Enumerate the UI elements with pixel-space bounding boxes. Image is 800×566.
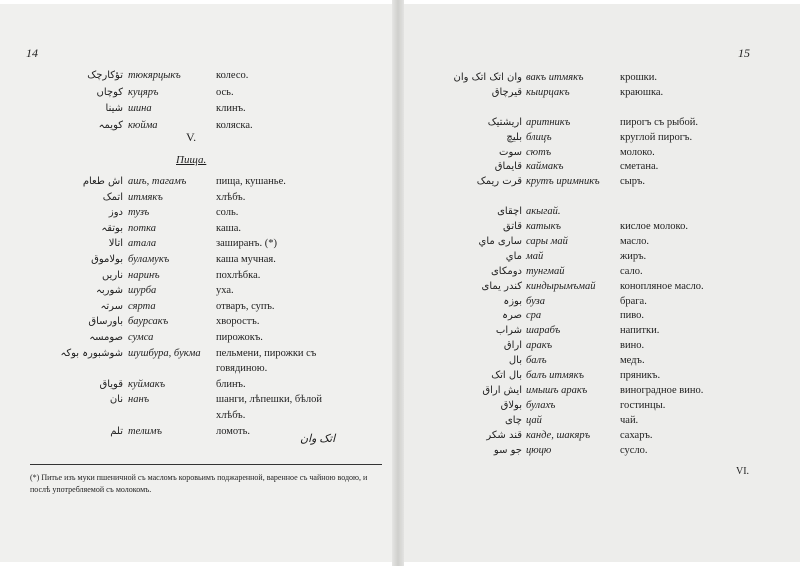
arabic-script-word: قند شکر — [486, 429, 522, 441]
page-number: 15 — [738, 46, 750, 60]
russian-translation: каша. — [216, 222, 241, 234]
russian-translation: похлѣбка. — [216, 269, 261, 281]
transliteration: тюкярцыкъ — [128, 70, 181, 81]
russian-translation: виноградное вино. — [620, 384, 704, 396]
transliteration: киндырымъмай — [526, 280, 596, 292]
transliteration: канде, шакяръ — [526, 429, 591, 441]
transliteration: сары май — [526, 235, 568, 247]
transliteration: акыгай. — [526, 206, 561, 218]
arabic-script-word: صومسہ — [89, 332, 123, 343]
transliteration: тунгмай — [526, 265, 565, 277]
arabic-script-word: بوزہ — [503, 295, 522, 307]
russian-translation: пряникъ. — [620, 370, 661, 381]
russian-translation: пирожокъ. — [216, 332, 263, 343]
arabic-script-word: باورساق — [88, 316, 123, 328]
arabic-script-word: تؤکارچک — [87, 70, 123, 81]
russian-translation: сусло. — [620, 444, 648, 456]
word-entry — [0, 70, 398, 88]
transliteration: сютъ — [526, 146, 552, 158]
transliteration: имышъ аракъ — [526, 384, 588, 396]
arabic-script-word: بلیچ — [506, 131, 522, 143]
word-entry — [0, 103, 398, 121]
arabic-script-word: اتالا — [108, 238, 123, 250]
arabic-script-word: سوت — [499, 146, 522, 158]
russian-translation: соль. — [216, 207, 239, 219]
arabic-script-word: چای — [504, 414, 522, 426]
russian-translation: напитки. — [620, 325, 660, 337]
russian-translation: пирогъ съ рыбой. — [620, 116, 698, 128]
transliteration: сумса — [128, 332, 154, 343]
russian-translation: блинъ. — [216, 378, 246, 390]
russian-translation: говядиною. — [216, 363, 268, 375]
transliteration: потка — [128, 222, 156, 234]
next-section-numeral: VI. — [736, 466, 750, 477]
russian-translation: пельмени, пирожки съ — [216, 347, 317, 359]
russian-translation: брага. — [620, 295, 647, 307]
russian-translation: конопляное масло. — [620, 280, 704, 292]
transliteration: куймакъ — [128, 378, 166, 390]
arabic-script-word: تلم — [110, 425, 123, 437]
word-entry — [0, 87, 398, 105]
arabic-script-word: بال — [508, 355, 522, 367]
russian-translation: краюшка. — [620, 86, 664, 98]
transliteration: куцяръ — [128, 86, 159, 98]
transliteration: май — [526, 250, 544, 262]
russian-translation: масло. — [620, 235, 650, 247]
transliteration: шина — [128, 103, 152, 114]
russian-translation: сахаръ. — [620, 429, 653, 441]
arabic-script-word: نان — [109, 394, 123, 406]
russian-translation: колесо. — [216, 70, 249, 81]
transliteration: баурсакъ — [128, 316, 169, 328]
arabic-script-word: ماي — [505, 250, 522, 262]
arabic-script-word: صرہ — [502, 310, 522, 322]
arabic-script-word: قرت ریمک — [476, 176, 522, 188]
russian-translation: уха. — [216, 285, 234, 297]
russian-translation: чай. — [620, 414, 639, 426]
transliteration: кыирцакъ — [526, 86, 570, 98]
transliteration: буза — [526, 295, 546, 307]
arabic-script-word: قایماق — [494, 161, 522, 173]
word-entry — [398, 445, 800, 463]
russian-translation: клинъ. — [216, 103, 246, 114]
transliteration: цюцю — [526, 444, 552, 456]
russian-translation: ось. — [216, 86, 234, 98]
transliteration: телимъ — [128, 425, 162, 437]
arabic-script-word: وان اتک اتک وان — [453, 72, 522, 83]
arabic-script-word: بال اتک — [491, 370, 522, 381]
section-numeral: V. — [186, 130, 197, 144]
transliteration: итмякъ — [128, 191, 163, 203]
russian-translation: молоко. — [620, 146, 655, 158]
transliteration: атала — [128, 238, 157, 250]
russian-translation: пиво. — [620, 310, 644, 322]
word-entry — [0, 120, 398, 138]
arabic-script-word: قیرچاق — [491, 86, 522, 98]
transliteration: шушбура, букма — [128, 347, 201, 359]
arabic-script-word: کوچاں — [96, 86, 123, 98]
arabic-script-word: قویاق — [99, 378, 123, 390]
russian-translation: хлѣбъ. — [216, 410, 246, 421]
transliteration: ашъ, тагамъ — [128, 176, 187, 187]
transliteration: сярта — [128, 300, 156, 312]
russian-translation: вино. — [620, 340, 645, 352]
transliteration: сра — [526, 310, 542, 322]
transliteration: булахъ — [526, 399, 556, 411]
arabic-script-word: سرتہ — [100, 300, 123, 312]
right-page — [398, 4, 800, 562]
transliteration: каймакъ — [526, 161, 564, 173]
russian-translation: жиръ. — [620, 250, 647, 262]
russian-translation: круглой пирогъ. — [620, 131, 693, 143]
arabic-script-word: شوربہ — [95, 285, 123, 297]
arabic-script-word: دوز — [108, 207, 123, 219]
transliteration: крутъ иримникъ — [526, 176, 600, 188]
russian-translation: шанги, лѣпешки, бѣлой — [216, 394, 322, 406]
transliteration: шурба — [128, 285, 157, 297]
russian-translation: хлѣбъ. — [216, 191, 246, 203]
russian-translation: сало. — [620, 265, 643, 277]
section-title: Пища. — [176, 154, 207, 166]
page-number: 14 — [26, 46, 38, 60]
transliteration: кюйма — [128, 119, 158, 131]
russian-translation: ломоть. — [216, 425, 251, 437]
russian-translation: отваръ, супъ. — [216, 300, 275, 312]
left-page — [0, 4, 398, 562]
arabic-script-word: شراب — [495, 325, 522, 337]
arabic-script-word: کندر یمای — [481, 280, 522, 292]
arabic-script-word: اتمک — [102, 191, 123, 203]
book-gutter — [392, 0, 404, 566]
transliteration: балъ итмякъ — [526, 370, 584, 381]
russian-translation: гостинцы. — [620, 399, 666, 411]
arabic-script-word: کویمہ — [98, 119, 123, 131]
transliteration: аритникъ — [526, 116, 571, 128]
transliteration: нанъ — [128, 394, 150, 406]
russian-translation: сметана. — [620, 161, 659, 173]
arabic-script-word: اراق — [503, 340, 522, 352]
footnote: (*) Питье изъ муки пшеничной съ масломъ коровьимъ поджаренной, варенное съ чайною водою, и послѣ употребляемой съ молокомъ. — [30, 473, 368, 494]
russian-translation: каша мучная. — [216, 254, 276, 265]
transliteration: блицъ — [526, 131, 552, 143]
russian-translation: сыръ. — [620, 176, 646, 188]
russian-translation: пища, кушанье. — [216, 176, 286, 187]
transliteration: шарабъ — [526, 325, 561, 337]
arabic-script-word: دومکای — [490, 265, 522, 277]
catchword: اتک وان — [300, 433, 336, 445]
transliteration: аракъ — [526, 340, 553, 352]
arabic-script-word: ایش اراق — [482, 384, 522, 396]
russian-translation: коляска. — [216, 119, 253, 131]
transliteration: наринъ — [128, 269, 160, 281]
transliteration: тузъ — [128, 207, 150, 219]
arabic-script-word: بولاق — [500, 399, 522, 411]
russian-translation: медъ. — [620, 355, 645, 367]
arabic-script-word: اچقای — [497, 206, 522, 218]
arabic-script-word: جو سو — [493, 444, 522, 456]
transliteration: вакъ итмякъ — [526, 72, 584, 83]
russian-translation: хворостъ. — [216, 316, 260, 328]
transliteration: катыкъ — [526, 221, 561, 232]
arabic-script-word: اریشتیک — [487, 116, 522, 128]
arabic-script-word: شوشبورہ بوکہ — [60, 347, 123, 359]
russian-translation: крошки. — [620, 72, 658, 83]
transliteration: балъ — [526, 355, 547, 367]
arabic-script-word: اش طعام — [82, 176, 123, 187]
russian-translation: заширанъ. (*) — [216, 238, 277, 250]
transliteration: буламукъ — [128, 254, 170, 265]
arabic-script-word: بولاموق — [91, 254, 123, 265]
arabic-script-word: ساری ماي — [478, 235, 522, 247]
transliteration: цай — [526, 414, 542, 426]
arabic-script-word: شینا — [105, 103, 123, 114]
word-entry — [0, 426, 398, 444]
footnote-rule — [30, 464, 382, 465]
arabic-script-word: ناریں — [101, 269, 123, 281]
arabic-script-word: قاتق — [503, 221, 522, 232]
arabic-script-word: بوتقہ — [101, 222, 123, 234]
russian-translation: кислое молоко. — [620, 221, 688, 232]
